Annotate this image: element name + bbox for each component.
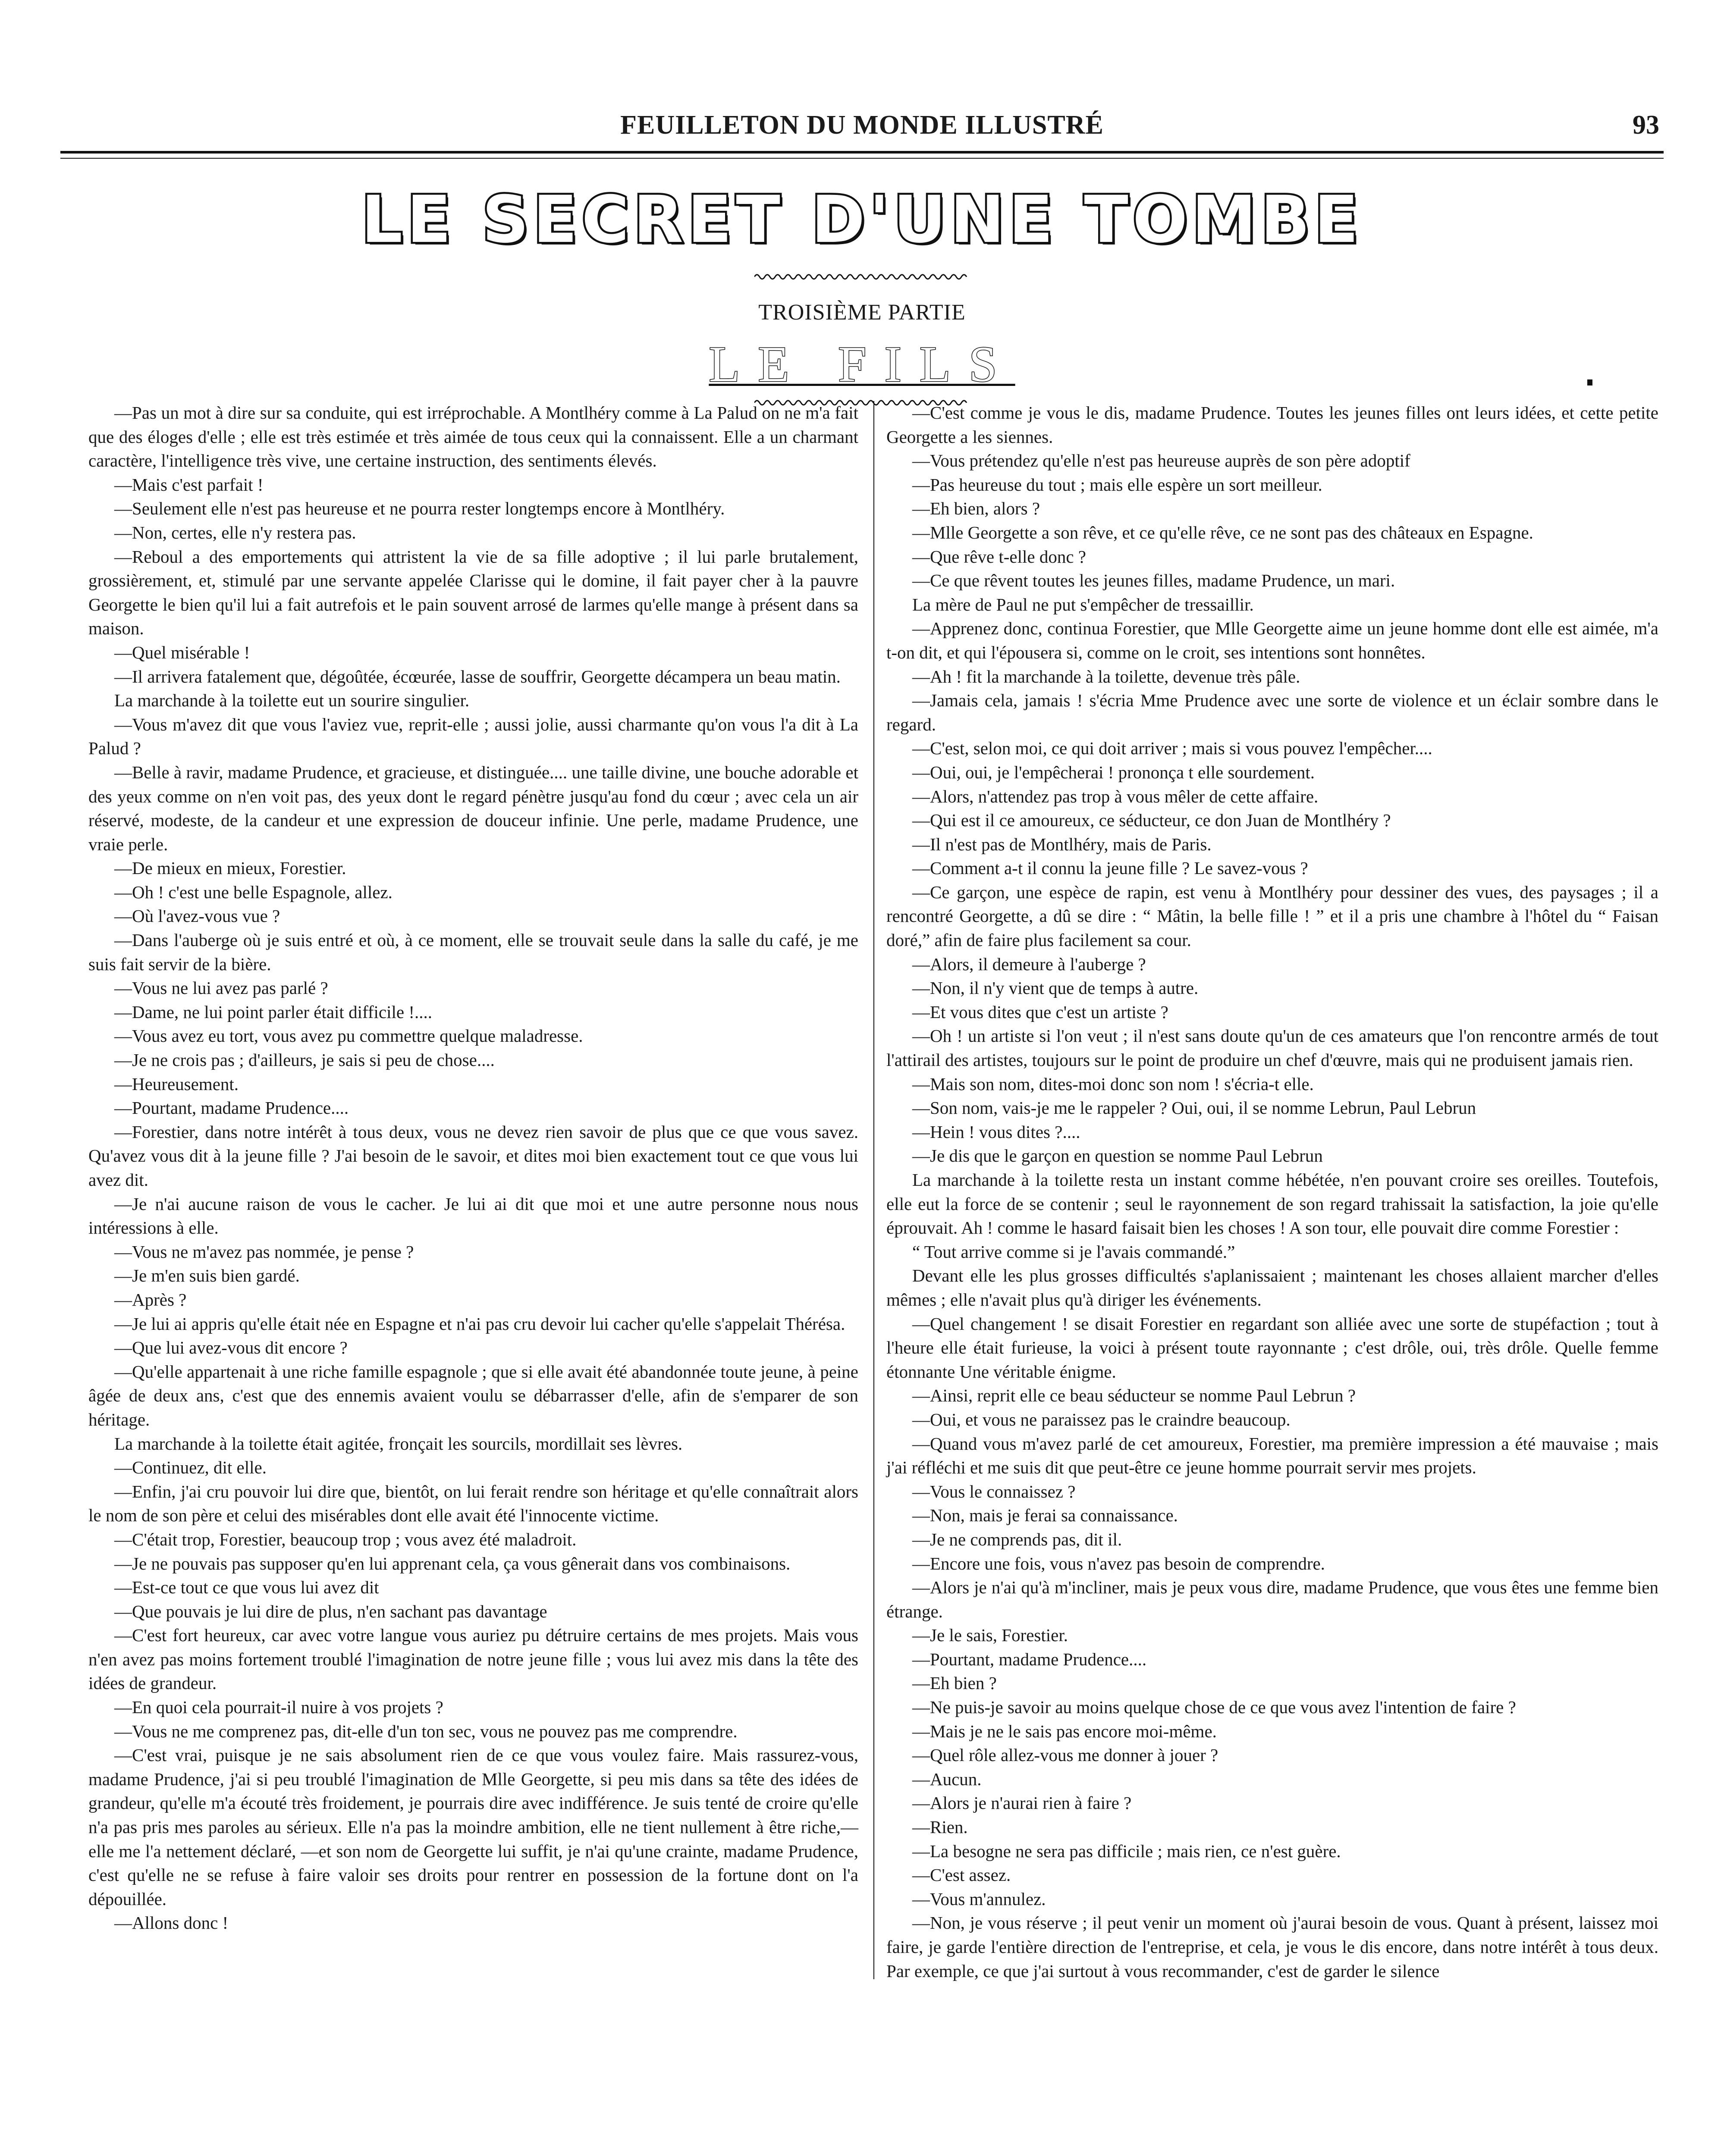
paragraph: —Heureusement.: [114, 1074, 239, 1094]
paragraph: —Je ne pouvais pas supposer qu'en lui apprenant cela, ça vous gênerait dans vos combinaisons.: [114, 1553, 791, 1573]
paragraph: —Quand vous m'avez parlé de cet amoureux, Forestier, ma première impression a été mauvaise ; mais j'ai réfléchi et me suis dit que peut-être ce jeune homme pourrait servir mes projets.: [886, 1433, 1658, 1478]
paragraph: —En quoi cela pourrait-il nuire à vos projets ?: [114, 1697, 443, 1717]
header-rule-thin: [60, 158, 1664, 159]
paragraph: —De mieux en mieux, Forestier.: [114, 858, 346, 878]
paragraph: —Ainsi, reprit elle ce beau séducteur se nomme Paul Lebrun ?: [912, 1385, 1356, 1406]
paragraph: —Vous prétendez qu'elle n'est pas heureuse auprès de son père adoptif: [912, 451, 1410, 471]
paragraph: —C'est comme je vous le dis, madame Prudence. Toutes les jeunes filles ont leurs idées, et cette petite Georgette a les siennes.: [886, 403, 1658, 447]
paragraph: —C'est vrai, puisque je ne sais absolument rien de ce que vous voulez faire. Mais rassurez-vous, madame Prudence, j'ai si peu troublé l'imagination de Mlle Georgette, si peu mis dans sa tête des idées de grandeur, qu'elle m'a écouté très froidement, je pourrais dire avec indifférence. Je suis tenté de croire qu'elle n'a pas pris mes paroles au sérieux. Elle n'a pas la moindre ambition, elle ne tient nullement à être riche,—elle me l'a nettement déclaré, —et son nom de Georgette lui suffit, je n'ai qu'une crainte, madame Prudence, c'est qu'elle ne se refuse à faire valoir ses droits pour rentrer en possession de la fortune dont on l'a dépouillée.: [88, 1745, 858, 1909]
paragraph: —Vous ne me comprenez pas, dit-elle d'un ton sec, vous ne pouvez pas me comprendre.: [114, 1721, 738, 1741]
paragraph: —Continuez, dit elle.: [114, 1457, 267, 1478]
paragraph: La marchande à la toilette eut un sourire singulier.: [114, 690, 470, 711]
paragraph: Devant elle les plus grosses difficultés s'aplanissaient ; maintenant les choses allaient marcher d'elles mêmes ; elle n'avait plus qu'à diriger les événements.: [886, 1266, 1658, 1310]
paragraph: —Alors je n'aurai rien à faire ?: [912, 1793, 1132, 1813]
paragraph: —Aucun.: [912, 1769, 982, 1789]
paragraph: —Ce garçon, une espèce de rapin, est venu à Montlhéry pour dessiner des vues, des paysages ; il a rencontré Georgette, a dû se dire : “ Mâtin, la belle fille ! ” et il a pris une chambre à l'hôtel du “ Faisan doré,” afin de faire plus facilement sa cour.: [886, 882, 1658, 950]
paragraph: —Apprenez donc, continua Forestier, que Mlle Georgette aime un jeune homme dont elle est aimée, m'a t-on dit, et qui l'épousera si, comme on le croit, ses intentions sont honnêtes.: [886, 618, 1658, 662]
right-column: [886, 401, 1658, 1983]
page-header: [60, 108, 1664, 155]
paragraph: —Pas un mot à dire sur sa conduite, qui est irréprochable. A Montlhéry comme à La Palud on ne m'a fait que des éloges d'elle ; elle est très estimée et très aimée de tous ceux qui la connaissent. Elle a un charmant caractère, l'intelligence très vive, une certaine instruction, des sentiments élevés.: [88, 403, 858, 471]
paragraph: —Vous m'avez dit que vous l'aviez vue, reprit-elle ; aussi jolie, aussi charmante qu'on vous l'a dit à La Palud ?: [88, 714, 858, 758]
paragraph: —Dame, ne lui point parler était difficile !....: [114, 1002, 432, 1022]
paragraph: —Où l'avez-vous vue ?: [114, 906, 280, 926]
paragraph: —C'est assez.: [912, 1865, 1011, 1885]
paragraph: —Je m'en suis bien gardé.: [114, 1266, 300, 1286]
paragraph: —Eh bien, alors ?: [912, 498, 1040, 519]
paragraph: —Je n'ai aucune raison de vous le cacher. Je lui ai dit que moi et une autre personne nous nous intéressions à elle.: [88, 1194, 858, 1238]
paragraph: —Hein ! vous dites ?....: [912, 1122, 1080, 1142]
paragraph: —Non, mais je ferai sa connaissance.: [912, 1505, 1178, 1526]
paragraph: —Que rêve t-elle donc ?: [912, 546, 1086, 567]
paragraph: —Je lui ai appris qu'elle était née en Espagne et n'ai pas cru devoir lui cacher qu'elle s'appelait Thérésa.: [114, 1313, 845, 1334]
paragraph: —Enfin, j'ai cru pouvoir lui dire que, bientôt, on lui ferait rendre son héritage et qu'elle connaîtrait alors le nom de son père et celui des misérables dont elle avait été l'innocente victime.: [88, 1481, 858, 1526]
paragraph: —Eh bien ?: [912, 1673, 997, 1693]
paragraph: —Il n'est pas de Montlhéry, mais de Paris.: [912, 834, 1212, 854]
paragraph: —Allons donc !: [114, 1913, 229, 1933]
paragraph: —Encore une fois, vous n'avez pas besoin de comprendre.: [912, 1553, 1325, 1573]
paragraph: —Quel rôle allez-vous me donner à jouer ?: [912, 1745, 1218, 1765]
paragraph: —Mais je ne le sais pas encore moi-même.: [912, 1721, 1217, 1741]
paragraph: —Qui est il ce amoureux, ce séducteur, ce don Juan de Montlhéry ?: [912, 810, 1391, 830]
left-column: [88, 401, 858, 1935]
paragraph: —Jamais cela, jamais ! s'écria Mme Prudence avec une sorte de violence et un éclair sombre dans le regard.: [886, 690, 1658, 734]
paragraph: “ Tout arrive comme si je l'avais commandé.”: [912, 1241, 1235, 1262]
paragraph: —Rien.: [912, 1817, 968, 1837]
paragraph: —Vous ne m'avez pas nommée, je pense ?: [114, 1241, 414, 1262]
paragraph: —La besogne ne sera pas difficile ; mais rien, ce n'est guère.: [912, 1841, 1341, 1861]
paragraph: —Non, je vous réserve ; il peut venir un moment où j'aurai besoin de vous. Quant à présent, laissez moi faire, je garde l'entière direction de l'entreprise, et cela, je vous le dis encore, dans notre intérêt à tous deux. Par exemple, ce que j'ai surtout à vous recommander, c'est de garder le silence: [886, 1913, 1658, 1981]
paragraph: —Non, il n'y vient que de temps à autre.: [912, 978, 1199, 998]
paragraph: —Il arrivera fatalement que, dégoûtée, écœurée, lasse de souffrir, Georgette décampera un beau matin.: [114, 666, 841, 686]
paragraph: —Je ne crois pas ; d'ailleurs, je sais si peu de chose....: [114, 1050, 495, 1070]
paragraph: —Belle à ravir, madame Prudence, et gracieuse, et distinguée.... une taille divine, une bouche adorable et des yeux comme on n'en voit pas, des yeux dont le regard pénètre jusqu'au fond du cœur ; avec cela un air réservé, modeste, de la candeur et une expression de douceur infinie. Une perle, madame Prudence, une vraie perle.: [88, 762, 858, 854]
paragraph: —Alors, il demeure à l'auberge ?: [912, 954, 1146, 974]
paragraph: —Seulement elle n'est pas heureuse et ne pourra rester longtemps encore à Montlhéry.: [114, 498, 725, 519]
paragraph: —Dans l'auberge où je suis entré et où, à ce moment, elle se trouvait seule dans la salle du café, je me suis fait servir de la bière.: [88, 930, 858, 974]
paragraph: —Je dis que le garçon en question se nomme Paul Lebrun: [912, 1146, 1323, 1166]
paragraph: —Son nom, vais-je me le rappeler ? Oui, oui, il se nomme Lebrun, Paul Lebrun: [912, 1098, 1476, 1118]
wavy-ornament: [0, 272, 1724, 285]
paragraph: —Alors je n'ai qu'à m'incliner, mais je peux vous dire, madame Prudence, que vous êtes une femme bien étrange.: [886, 1577, 1658, 1621]
paragraph: —Alors, n'attendez pas trop à vous mêler de cette affaire.: [912, 786, 1319, 806]
paragraph: —Oh ! un artiste si l'on veut ; il n'est sans doute qu'un de ces amateurs que l'on rencontre armés de tout l'attirail des artistes, toujours sur le point de produire un chef d'œuvre, mais qui ne produisent jamais rien.: [886, 1026, 1658, 1070]
column-divider: [873, 401, 874, 1979]
paragraph: —Ah ! fit la marchande à la toilette, devenue très pâle.: [912, 666, 1300, 686]
ink-dot: [1587, 379, 1592, 385]
paragraph: —C'est, selon moi, ce qui doit arriver ; mais si vous pouvez l'empêcher....: [912, 738, 1432, 758]
paragraph: —Je ne comprends pas, dit il.: [912, 1529, 1122, 1549]
paragraph: La marchande à la toilette resta un instant comme hébétée, n'en pouvant croire ses oreilles. Toutefois, elle eut la force de se contenir ; seul le rayonnement de son regard trahissait la satisfaction, la joie qu'elle éprouvait. Ah ! comme le hasard faisait bien les choses ! A son tour, elle pouvait dire comme Forestier :: [886, 1170, 1658, 1238]
paragraph: —Vous ne lui avez pas parlé ?: [114, 978, 328, 998]
story-title: LE SECRET D'UNE TOMBE: [361, 182, 1363, 257]
paragraph: —Non, certes, elle n'y restera pas.: [114, 522, 356, 542]
paragraph: —Vous m'annulez.: [912, 1889, 1046, 1909]
paragraph: —C'est fort heureux, car avec votre langue vous auriez pu détruire certains de mes projets. Mais vous n'en avez pas moins fortement troublé l'imagination de notre jeune fille ; vous lui avez mis dans la tête des idées de grandeur.: [88, 1625, 858, 1693]
paragraph: —Ce que rêvent toutes les jeunes filles, madame Prudence, un mari.: [912, 570, 1395, 591]
paragraph: —Forestier, dans notre intérêt à tous deux, vous ne devez rien savoir de plus que ce que vous savez. Qu'avez vous dit à la jeune fille ? J'ai besoin de le savoir, et dites moi bien exactement tout ce que vous lui avez dit.: [88, 1122, 858, 1190]
paragraph: —Pas heureuse du tout ; mais elle espère un sort meilleur.: [912, 474, 1322, 495]
paragraph: La marchande à la toilette était agitée, fronçait les sourcils, mordillait ses lèvres.: [114, 1433, 683, 1454]
section-title: LE FILS: [709, 336, 1015, 392]
paragraph: —C'était trop, Forestier, beaucoup trop ; vous avez été maladroit.: [114, 1529, 577, 1549]
paragraph: —Vous avez eu tort, vous avez pu commettre quelque maladresse.: [114, 1026, 583, 1046]
paragraph: —Est-ce tout ce que vous lui avez dit: [114, 1577, 379, 1598]
paragraph: —Quel changement ! se disait Forestier en regardant son alliée avec une sorte de stupéfaction ; tout à l'heure elle était furieuse, la voici à présent toute rayonnante ; c'est drôle, oui, très drôle. Quelle femme étonnante Une véritable énigme.: [886, 1313, 1658, 1382]
paragraph: —Oui, et vous ne paraissez pas le craindre beaucoup.: [912, 1409, 1291, 1429]
paragraph: —Oh ! c'est une belle Espagnole, allez.: [114, 882, 393, 902]
paragraph: —Vous le connaissez ?: [912, 1481, 1076, 1501]
paragraph: La mère de Paul ne put s'empêcher de tressaillir.: [912, 594, 1254, 614]
header-rule-thick: [60, 151, 1664, 154]
paragraph: —Que lui avez-vous dit encore ?: [114, 1338, 348, 1358]
paragraph: —Reboul a des emportements qui attristent la vie de sa fille adoptive ; il lui parle brutalement, grossièrement, et, stimulé par une servante appelée Clarisse qui le domine, il fait payer cher à la pauvre Georgette le bien qu'il lui a fait autrefois et le pain souvent arrosé de larmes qu'elle mange à présent dans sa maison.: [88, 546, 858, 639]
running-title: FEUILLETON DU MONDE ILLUSTRÉ: [620, 110, 1104, 140]
paragraph: —Comment a-t il connu la jeune fille ? Le savez-vous ?: [912, 858, 1308, 878]
paragraph: —Après ?: [114, 1289, 187, 1310]
part-heading: TROISIÈME PARTIE: [758, 300, 966, 325]
paragraph: —Quel misérable !: [114, 642, 250, 662]
paragraph: —Pourtant, madame Prudence....: [912, 1649, 1147, 1669]
paragraph: —Mlle Georgette a son rêve, et ce qu'elle rêve, ce ne sont pas des châteaux en Espagne.: [912, 522, 1533, 542]
paragraph: —Je le sais, Forestier.: [912, 1625, 1068, 1645]
paragraph: —Mais son nom, dites-moi donc son nom ! s'écria-t elle.: [912, 1074, 1314, 1094]
page-number: 93: [1633, 110, 1659, 140]
paragraph: —Oui, oui, je l'empêcherai ! prononça t elle sourdement.: [912, 762, 1315, 782]
paragraph: —Que pouvais je lui dire de plus, n'en sachant pas davantage: [114, 1601, 547, 1621]
paragraph: —Pourtant, madame Prudence....: [114, 1098, 349, 1118]
paragraph: —Mais c'est parfait !: [114, 474, 264, 495]
paragraph: —Et vous dites que c'est un artiste ?: [912, 1002, 1168, 1022]
paragraph: —Qu'elle appartenait à une riche famille espagnole ; que si elle avait été abandonnée toute jeune, à peine âgée de deux ans, c'est que des ennemis avaient voulu se débarrasser d'elle, afin de s'emparer de son héritage.: [88, 1361, 858, 1429]
paragraph: —Ne puis-je savoir au moins quelque chose de ce que vous avez l'intention de faire ?: [912, 1697, 1516, 1717]
